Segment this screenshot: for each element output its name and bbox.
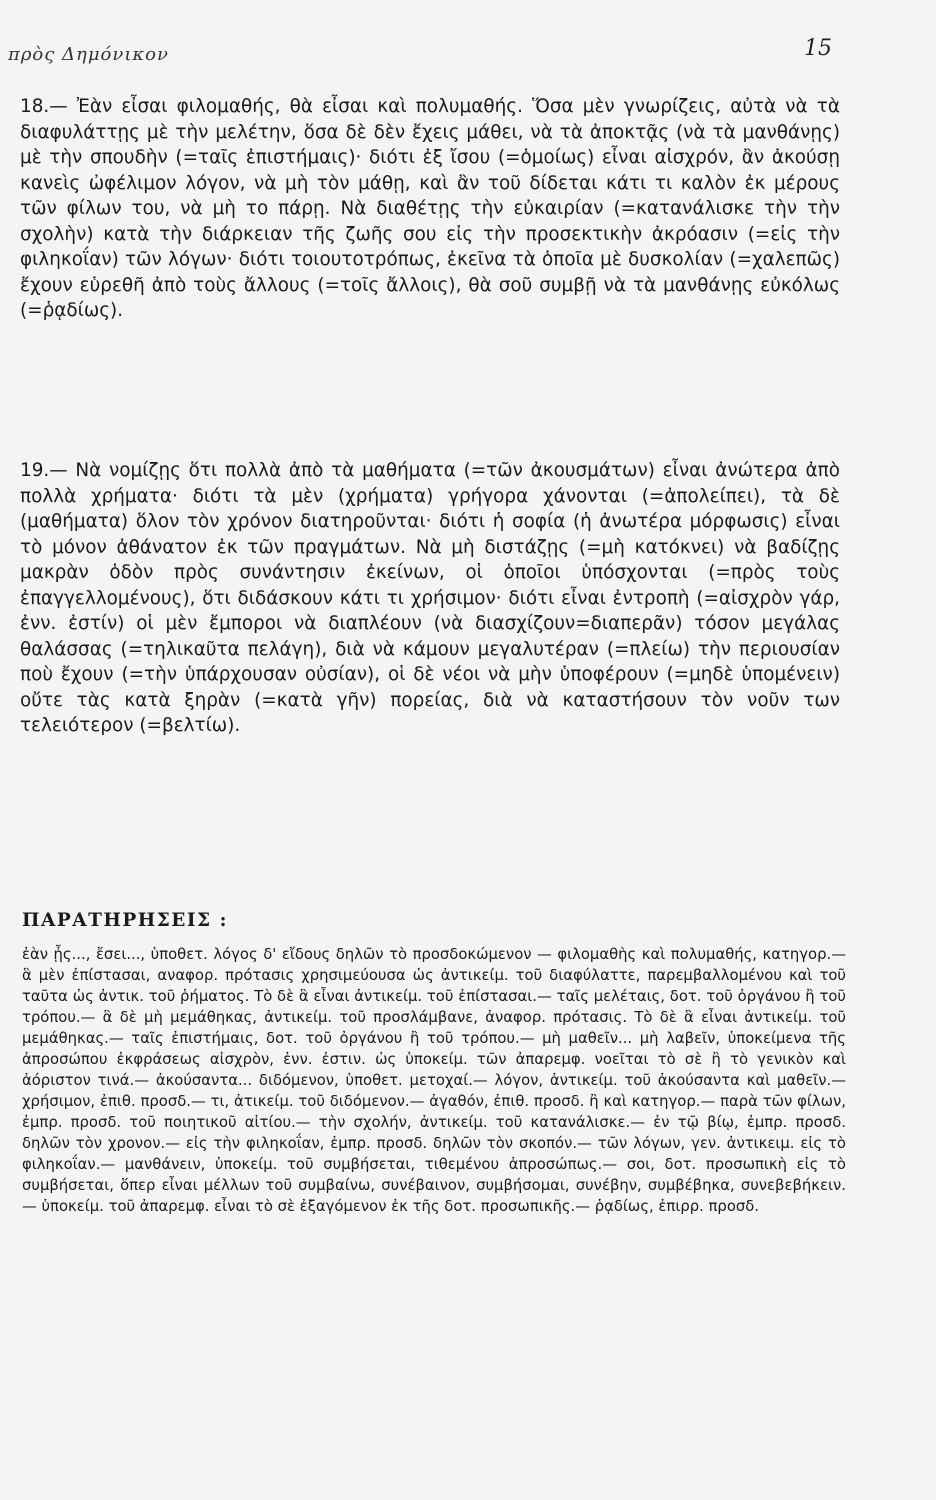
page-number: 15 [804,36,832,61]
page-header [0,30,936,70]
notes-heading: ΠΑΡΑΤΗΡΗΣΕΙΣ : [22,910,228,931]
paragraph-19: 19.— Νὰ νομίζῃς ὅτι πολλὰ ἀπὸ τὰ μαθήματα (=τῶν ἀκουσμάτων) εἶναι ἀνώτερα ἀπὸ πολλὰ χρήματα· διότι τὰ μὲν (χρήματα) γρήγορα χάνονται (=ἀπολείπει), τὰ δὲ (μαθήματα) ὅλον τὸν χρόνον διατηροῦνται· διότι ἡ σοφία (ἡ ἀνωτέρα μόρφωσις) εἶναι τὸ μόνον ἀθάνατον ἐκ τῶν πραγμάτων. Νὰ μὴ διστάζῃς (=μὴ κατόκνει) νὰ βαδίζῃς μακρὰν ὁδὸν πρὸς συνάντησιν ἐκείνων, οἱ ὁποῖοι ὑπόσχονται (=πρὸς τοὺς ἐπαγγελλομένους), ὅτι διδάσκουν κάτι τι χρήσιμον· διότι εἶναι ἐντροπὴ (=αἰσχρὸν γάρ, ἐνν. ἐστίν) οἱ μὲν ἔμποροι νὰ διαπλέουν (νὰ διασχίζουν=διαπερᾶν) τόσον μεγάλας θαλάσσας (=τηλικαῦτα πελάγη), διὰ νὰ κάμουν μεγαλυτέραν (=πλείω) τὴν περιουσίαν ποὺ ἔχουν (=τὴν ὑπάρχουσαν οὐσίαν), οἱ δὲ νέοι νὰ μὴν ὑποφέρουν (=μηδὲ ὑπομένειν) οὔτε τὰς κατὰ ξηρὰν (=κατὰ γῆν) πορείας, διὰ νὰ καταστήσουν τὸν νοῦν των τελειότερον (=βελτίω). [20,460,840,736]
notes-text: ἐὰν ᾖς..., ἔσει..., ὑποθετ. λόγος δ' εἴδους δηλῶν τὸ προσδοκώμενον — φιλομαθὴς καὶ πολυμαθής, κατηγορ.— ἃ μὲν ἐπίστασαι, αναφορ. πρότασις χρησιμεύουσα ὡς ἀντικείμ. τοῦ διαφύλαττε, παρεμβαλλομένου καὶ τοῦ ταῦτα ὡς ἀντικ. τοῦ ῥήματος. Τὸ δὲ ἃ εἶναι ἀντικείμ. τοῦ ἐπίστασαι.— ταῖς μελέταις, δοτ. τοῦ ὀργάνου ἢ τοῦ τρόπου.— ἃ δὲ μὴ μεμάθηκας, ἀντικείμ. τοῦ προσλάμβανε, ἀναφορ. πρότασις. Τὸ δὲ ἃ εἶναι ἀντικείμ. τοῦ μεμάθηκας.— ταῖς ἐπιστήμαις, δοτ. τοῦ ὀργάνου ἢ τοῦ τρόπου.— μὴ μαθεῖν... μὴ λαβεῖν, ὑποκείμενα τῆς ἀπροσώπου ἐκφράσεως αἰσχρὸν, ἐνν. ἐστιν. ὡς ὑποκείμ. τῶν ἀπαρεμφ. νοεῖται τὸ σὲ ἢ τὸ γενικὸν καὶ ἀόριστον τινά.— ἀκούσαντα... διδόμενον, ὑποθετ. μετοχαί.— λόγον, ἀντικείμ. τοῦ ἀκούσαντα καὶ μαθεῖν.— χρήσιμον, ἐπιθ. προσδ.— τι, ἀτικείμ. τοῦ διδόμενον.— ἀγαθόν, ἐπιθ. προσδ. ἢ καὶ κατηγορ.— παρὰ τῶν φίλων, ἐμπρ. προσδ. τοῦ ποιητικοῦ αἰτίου.— τὴν σχολήν, ἀντικείμ. τοῦ κατανάλισκε.— ἐν τῷ βίῳ, ἐμπρ. προσδ. δηλῶν τὸν χρονον.— εἰς τὴν φιληκοΐαν, ἐμπρ. προσδ. δηλῶν τὸν σκοπόν.— τῶν λόγων, γεν. ἀντικειμ. εἰς τὸ φιληκοΐαν.— μανθάνειν, ὑποκείμ. τοῦ συμβήσεται, τιθεμένου ἀπροσώπως.— σοι, δοτ. προσωπικὴ εἰς τὸ συμβήσεται, ὅπερ εἶναι μέλλων τοῦ συμβαίνω, συνέβαινον, συμβήσομαι, συνέβην, συμβέβηκα, συνεβεβήκειν.— ὑποκείμ. τοῦ ἀπαρεμφ. εἶναι τὸ σὲ ἐξαγόμενον ἐκ τῆς δοτ. προσωπικῆς.— ῥᾳδίως, ἐπιρρ. προσδ. [22,946,846,1215]
running-title: πρὸς Δημόνικον [8,44,169,65]
paragraph-18: 18.— Ἐὰν εἶσαι φιλομαθής, θὰ εἶσαι καὶ πολυμαθής. Ὅσα μὲν γνωρίζεις, αὐτὰ νὰ τὰ διαφυλάττῃς μὲ τὴν μελέτην, ὅσα δὲ δὲν ἔχεις μάθει, νὰ τὰ ἀποκτᾷς (νὰ τὰ μανθάνῃς) μὲ τὴν σπουδὴν (=ταῖς ἐπιστήμαις)· διότι ἐξ ἴσου (=ὁμοίως) εἶναι αἰσχρόν, ἂν ἀκούσῃ κανεὶς ὠφέλιμον λόγον, νὰ μὴ τὸν μάθῃ, καὶ ἂν τοῦ δίδεται κάτι τι καλὸν ἐκ μέρους τῶν φίλων του, νὰ μὴ το πάρῃ. Νὰ διαθέτῃς τὴν εὐκαιρίαν (=κατανάλισκε τὴν τὴν σχολὴν) κατὰ τὴν διάρκειαν τῆς ζωῆς σου εἰς τὴν προσεκτικὴν ἀκρόασιν (=εἰς τὴν φιληκοΐαν) τῶν λόγων· διότι τοιουτοτρόπως, ἐκεῖνα τὰ ὁποῖα μὲ δυσκολίαν (=χαλεπῶς) ἔχουν εὑρεθῆ ἀπὸ τοὺς ἄλλους (=τοῖς ἄλλοις), θὰ σοῦ συμβῇ νὰ τὰ μανθάνῃς εὐκόλως (=ῥᾳδίως). [20,96,840,321]
